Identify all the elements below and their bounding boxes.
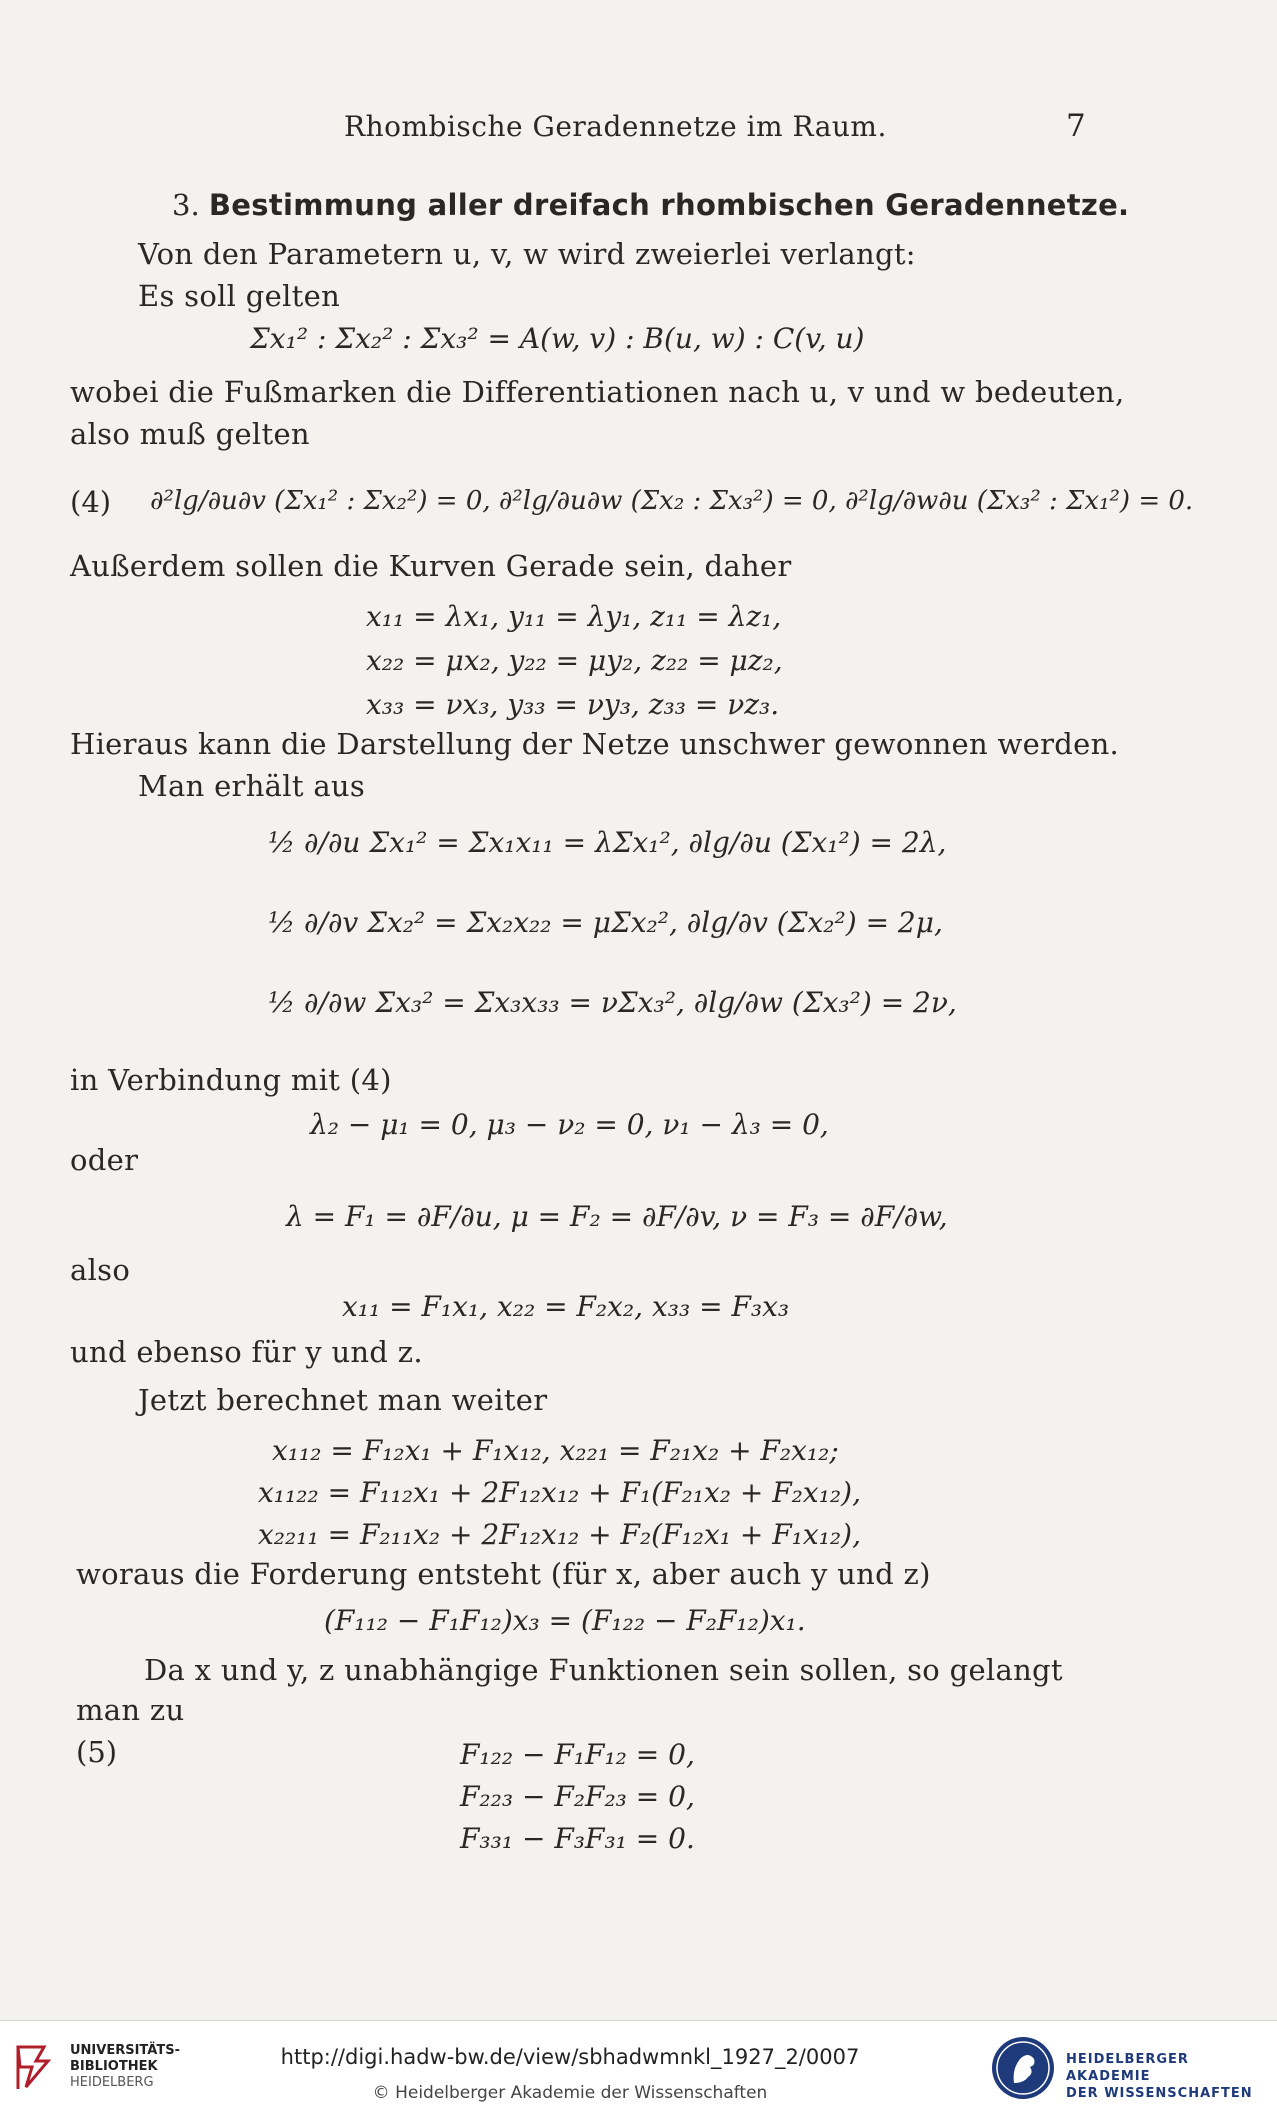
paragraph: Hieraus kann die Darstellung der Netze unschwer gewonnen werden.	[70, 727, 1120, 761]
equation-label: (5)	[76, 1735, 118, 1769]
paragraph: Man erhält aus	[138, 769, 366, 803]
equation-derivative: ½ ∂/∂u Σx₁² = Σx₁x₁₁ = λΣx₁², ∂lg/∂u (Σx₁²) = 2λ,	[268, 826, 947, 859]
equation-derivative: ½ ∂/∂v Σx₂² = Σx₂x₂₂ = μΣx₂², ∂lg/∂v (Σx₂²) = 2μ,	[268, 906, 943, 939]
equation-derivative: ½ ∂/∂w Σx₃² = Σx₃x₃₃ = νΣx₃², ∂lg/∂w (Σx₃²) = 2ν,	[268, 986, 957, 1019]
section-title: Bestimmung aller dreifach rhombischen Geradennetze.	[208, 188, 1130, 222]
paragraph: und ebenso für y und z.	[70, 1335, 423, 1369]
equation-label: (4)	[70, 485, 112, 519]
equation-ratio: Σx₁² : Σx₂² : Σx₃² = A(w, v) : B(u, w) : C(v, u)	[250, 322, 865, 355]
page-number: 7	[1066, 108, 1086, 144]
equation-further: x₂₂₁₁ = F₂₁₁x₂ + 2F₁₂x₁₂ + F₂(F₁₂x₁ + F₁x₁₂),	[258, 1518, 861, 1551]
paragraph: oder	[70, 1143, 139, 1177]
university-library-name: UNIVERSITÄTS- BIBLIOTHEK HEIDELBERG	[70, 2043, 180, 2090]
paragraph: also muß gelten	[70, 417, 310, 451]
copyright-notice: © Heidelberger Akademie der Wissenschaften	[372, 2083, 768, 2103]
equation-line: x₃₃ = νx₃, y₃₃ = νy₃, z₃₃ = νz₃.	[366, 688, 780, 721]
academy-name: HEIDELBERGER AKADEMIE DER WISSENSCHAFTEN	[1066, 2052, 1253, 2101]
equation-requirement: (F₁₁₂ − F₁F₁₂)x₃ = (F₁₂₂ − F₂F₁₂)x₁.	[324, 1604, 806, 1637]
academy-seal-icon	[990, 2035, 1056, 2101]
equation-5: F₂₂₃ − F₂F₂₃ = 0,	[460, 1780, 695, 1813]
paragraph: Es soll gelten	[138, 279, 341, 313]
paragraph: woraus die Forderung entsteht (für x, aber auch y und z)	[76, 1557, 931, 1591]
equation-line: x₂₂ = μx₂, y₂₂ = μy₂, z₂₂ = μz₂,	[366, 644, 783, 677]
paragraph: Außerdem sollen die Kurven Gerade sein, daher	[70, 549, 792, 583]
equation-further: x₁₁₂₂ = F₁₁₂x₁ + 2F₁₂x₁₂ + F₁(F₂₁x₂ + F₂x₁₂),	[258, 1476, 861, 1509]
section-number: 3.	[172, 188, 200, 222]
equation-4: ∂²lg/∂u∂v (Σx₁² : Σx₂²) = 0, ∂²lg/∂u∂w (Σx₂ : Σx₃²) = 0, ∂²lg/∂w∂u (Σx₃² : Σx₁²) = 0.	[150, 486, 1194, 516]
university-library-logo-icon	[14, 2041, 58, 2093]
footer-bar	[0, 2020, 1277, 2115]
equation-F: λ = F₁ = ∂F/∂u, μ = F₂ = ∂F/∂v, ν = F₃ = ∂F/∂w,	[286, 1200, 948, 1233]
equation-line: x₁₁ = λx₁, y₁₁ = λy₁, z₁₁ = λz₁,	[366, 600, 782, 633]
equation-5: F₁₂₂ − F₁F₁₂ = 0,	[460, 1738, 695, 1771]
equation-x: x₁₁ = F₁x₁, x₂₂ = F₂x₂, x₃₃ = F₃x₃	[342, 1290, 790, 1323]
equation-further: x₁₁₂ = F₁₂x₁ + F₁x₁₂, x₂₂₁ = F₂₁x₂ + F₂x₁₂;	[272, 1434, 839, 1467]
paragraph: also	[70, 1253, 131, 1287]
paragraph: Von den Parametern u, v, w wird zweierlei verlangt:	[138, 237, 916, 271]
permalink-url[interactable]: http://digi.hadw-bw.de/view/sbhadwmnkl_1927_2/0007	[280, 2045, 860, 2069]
equation-lambda: λ₂ − μ₁ = 0, μ₃ − ν₂ = 0, ν₁ − λ₃ = 0,	[310, 1108, 829, 1141]
equation-5: F₃₃₁ − F₃F₃₁ = 0.	[460, 1822, 695, 1855]
paragraph: in Verbindung mit (4)	[70, 1063, 392, 1097]
paragraph: wobei die Fußmarken die Differentiationen nach u, v und w bedeuten,	[70, 375, 1125, 409]
section-heading	[172, 188, 1129, 222]
paragraph: Da x und y, z unabhängige Funktionen sein sollen, so gelangt	[144, 1653, 1063, 1687]
running-title: Rhombische Geradennetze im Raum.	[344, 110, 887, 143]
paragraph: man zu	[76, 1693, 185, 1727]
paragraph: Jetzt berechnet man weiter	[138, 1383, 548, 1417]
